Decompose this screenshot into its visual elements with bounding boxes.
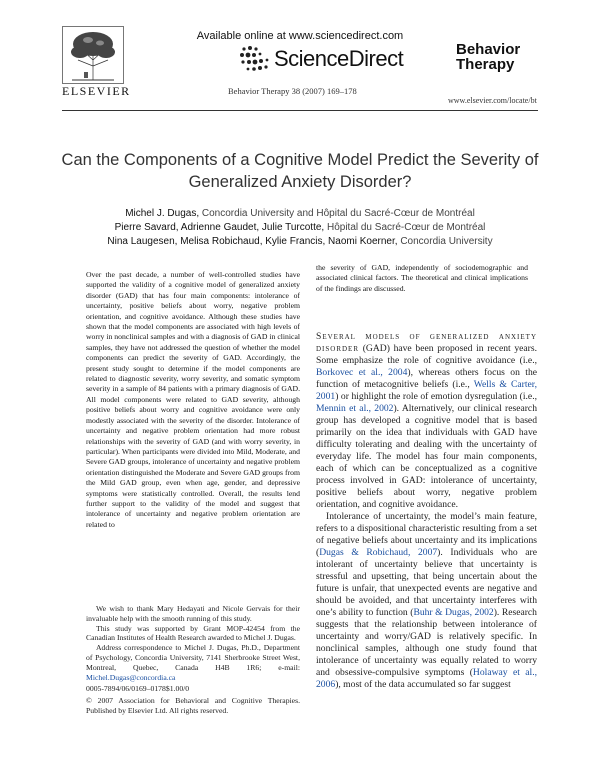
footnotes — [86, 604, 300, 716]
available-online-banner: Available online at www.sciencedirect.com — [196, 30, 404, 42]
sciencedirect-wordmark: ScienceDirect — [274, 46, 404, 71]
journal-citation-line: Behavior Therapy 38 (2007) 169–178 — [228, 86, 357, 96]
header-rule — [62, 110, 538, 111]
citation-link[interactable]: Holaway et al., 2006 — [316, 667, 538, 690]
citation-link[interactable]: Dugas & Robichaud, 2007 — [319, 547, 438, 558]
footnote-grant: This study was supported by Grant MOP-42454 from the Canadian Institutes of Health Research awarded to Michel J. Dugas. — [86, 623, 300, 643]
issn-line: 0005-7894/06/0169–0178$1.00/0 — [86, 684, 190, 694]
journal-logo-line1: Behavior — [456, 41, 521, 58]
email-link[interactable]: Michel.Dugas@concordia.ca — [86, 672, 176, 682]
author-affiliation: Concordia University and Hôpital du Sacré-Cœur de Montréal — [201, 208, 475, 219]
body-text-run: (GAD) have been proposed in recent years. Some emphasize the role of cognitive avoidance (i.e., — [316, 343, 537, 366]
body-text-run: ), most of the data accumulated so far suggest — [335, 679, 511, 690]
author-line-2 — [60, 222, 540, 233]
abstract-column-1: Over the past decade, a number of well-controlled studies have supported the validity of a cognitive model of generalized anxiety disorder (GAD) that has four main components: intolerance of uncertainty, positive beliefs about worry, negative problem orientation, and cognitive avoidance. Although these studies have shown that the model components are associated with high levels of worry in nonclinical samples and with a diagnosis of GAD in clinical samples, they have not addressed the question of whether the model components can predict the severity of GAD. Accordingly, the present study sought to determine if the model components are related to diagnostic severity, worry severity, and somatic symptom severity in a sample of 84 patients with a primary diagnosis of GAD. All model components were related to GAD severity, although positive beliefs about worry and cognitive avoidance were only modestly associated with the severity of the disorder. Intolerance of uncertainty and negative problem orientation had more robust relationships with the severity of GAD (and with worry severity, in particular). When participants were divided into Mild, Moderate, and Severe GAD groups, intolerance of uncertainty and negative problem orientation distinguished the Moderate and Severe GAD groups from the Mild GAD group, even when age, gender, and depressive symptoms were statistically controlled. Overall, the results lend further support to the validity of the model and suggest that intolerance of uncertainty and negative problem orientation are related to — [86, 270, 300, 529]
elsevier-wordmark: ELSEVIER — [62, 84, 131, 98]
citation-link[interactable]: Mennin et al., 2002 — [316, 403, 394, 414]
author-line-1 — [60, 208, 540, 219]
body-paragraph-1 — [316, 331, 537, 511]
author-line-3 — [60, 236, 540, 247]
journal-logo — [456, 42, 520, 72]
body-text-run: ) or highlight the role of emotion dysregulation (i.e., — [335, 391, 537, 402]
citation-link[interactable]: Borkovec et al., 2004 — [316, 367, 408, 378]
abstract-column-2: the severity of GAD, independently of sociodemographic and associated clinical factors. The theoretical and clinical implications of the findings are discussed. — [316, 263, 528, 293]
citation-link[interactable]: Buhr & Dugas, 2002 — [413, 607, 494, 618]
author-names: Michel J. Dugas, — [125, 208, 200, 219]
elsevier-tree-logo-icon — [62, 26, 124, 84]
section-lead-in: Several models of generalized anxiety disorder — [316, 331, 537, 354]
journal-url-link[interactable]: www.elsevier.com/locate/bt — [448, 96, 537, 105]
footnote-thanks: We wish to thank Mary Hedayati and Nicole Gervais for their invaluable help with the smooth running of this study. — [86, 604, 300, 623]
body-text-run: ), whereas others focus on the function of metacognitive beliefs (i.e., — [316, 367, 537, 390]
body-text-run: Intolerance of uncertainty, the model’s main feature, refers to a dispositional characteristic resulting from a set of negative beliefs about uncertainty and its implications ( — [316, 511, 537, 558]
copyright-line: © 2007 Association for Behavioral and Cognitive Therapies. Published by Elsevier Ltd. All rights reserved. — [86, 696, 300, 715]
body-text-run: ). Alternatively, our clinical research group has developed a cognitive model that is based primarily on the idea that individuals with GAD have difficulty tolerating and dealing with the uncertainty of everyday life. The model has four main components, each of which can be conceptualized as a cognitive process involved in GAD: intolerance of uncertainty, positive beliefs about worry, negative problem orientation, and cognitive avoidance. — [316, 403, 537, 510]
sciencedirect-dots-icon — [238, 44, 272, 74]
body-paragraph-2 — [316, 511, 537, 691]
citation-link[interactable]: Wells & Carter, 2001 — [316, 379, 538, 402]
author-names: Pierre Savard, Adrienne Gaudet, Julie Turcotte, — [114, 222, 325, 233]
journal-logo-line2: Therapy — [456, 56, 515, 73]
sciencedirect-logo[interactable] — [238, 44, 403, 74]
body-text — [316, 331, 537, 691]
author-affiliation: Hôpital du Sacré-Cœur de Montréal — [326, 222, 486, 233]
footnote-text: Address correspondence to Michel J. Dugas, Ph.D., Department of Psychology, Concordia University, 7141 Sherbrooke Street West, Montreal, Quebec, Canada H4B 1R6; e-mail: — [86, 643, 300, 672]
author-affiliation: Concordia University — [400, 236, 493, 247]
footnote-correspondence — [86, 643, 300, 682]
author-names: Nina Laugesen, Melisa Robichaud, Kylie Francis, Naomi Koerner, — [107, 236, 398, 247]
body-text-run: ). Individuals who are intolerant of uncertainty believe that uncertainty is stressful and upsetting, that being uncertain about the future is unfair, that unexpected events are negative and should be avoided, and that uncertainty interferes with one’s ability to function ( — [316, 547, 537, 618]
body-text-run: ). Research suggests that the relationship between intolerance of uncertainty and worry/GAD is relatively specific. In nonclinical samples, although one study found that intolerance of uncertainty was equally related to worry and obsessive-compulsive symptoms ( — [316, 607, 537, 678]
article-title: Can the Components of a Cognitive Model Predict the Severity of Generalized Anxiety Disorder? — [61, 151, 539, 191]
